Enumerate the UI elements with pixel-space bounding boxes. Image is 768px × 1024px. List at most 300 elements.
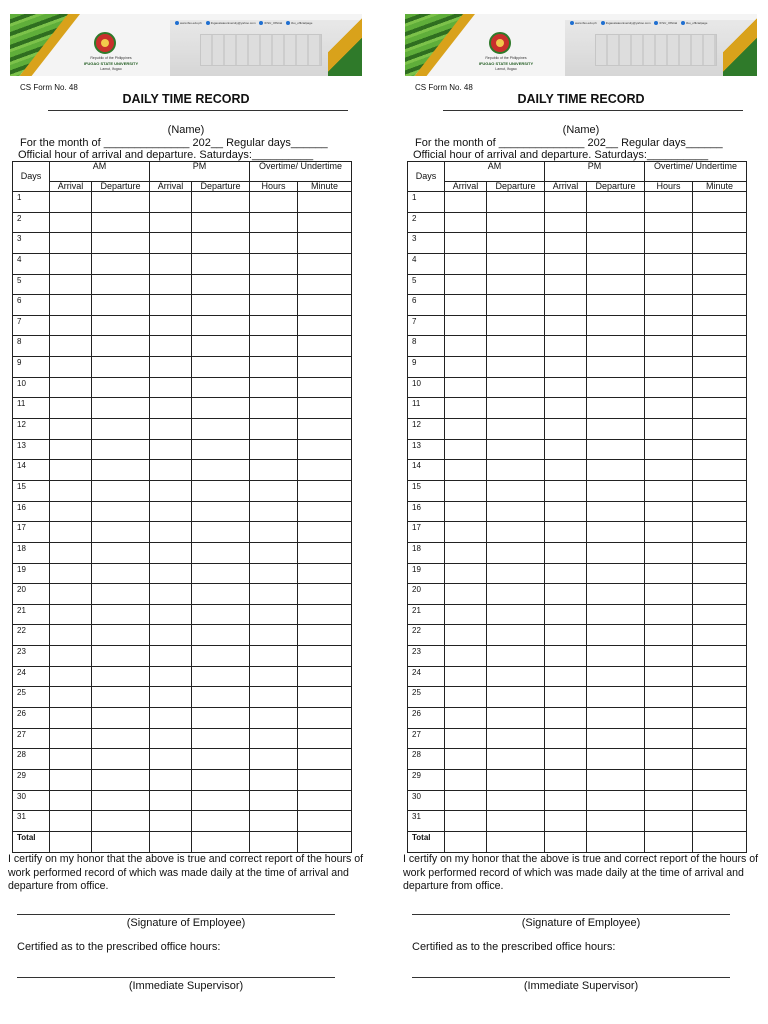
time-entry-cell[interactable] (250, 811, 298, 832)
time-entry-cell[interactable] (445, 604, 487, 625)
time-entry-cell[interactable] (92, 274, 150, 295)
time-entry-cell[interactable] (587, 212, 645, 233)
time-entry-cell[interactable] (150, 790, 192, 811)
time-entry-cell[interactable] (587, 749, 645, 770)
time-entry-cell[interactable] (693, 295, 747, 316)
time-entry-cell[interactable] (250, 377, 298, 398)
time-entry-cell[interactable] (645, 522, 693, 543)
time-entry-cell[interactable] (250, 501, 298, 522)
time-entry-cell[interactable] (92, 728, 150, 749)
time-entry-cell[interactable] (693, 749, 747, 770)
time-entry-cell[interactable] (693, 728, 747, 749)
time-entry-cell[interactable] (445, 233, 487, 254)
time-entry-cell[interactable] (645, 542, 693, 563)
time-entry-cell[interactable] (192, 728, 250, 749)
time-entry-cell[interactable] (587, 295, 645, 316)
time-entry-cell[interactable] (192, 480, 250, 501)
time-entry-cell[interactable] (587, 460, 645, 481)
time-entry-cell[interactable] (150, 398, 192, 419)
time-entry-cell[interactable] (92, 398, 150, 419)
time-entry-cell[interactable] (445, 666, 487, 687)
time-entry-cell[interactable] (192, 790, 250, 811)
time-entry-cell[interactable] (150, 687, 192, 708)
time-entry-cell[interactable] (545, 315, 587, 336)
time-entry-cell[interactable] (487, 295, 545, 316)
time-entry-cell[interactable] (587, 315, 645, 336)
time-entry-cell[interactable] (487, 625, 545, 646)
time-entry-cell[interactable] (445, 625, 487, 646)
time-entry-cell[interactable] (545, 584, 587, 605)
time-entry-cell[interactable] (150, 501, 192, 522)
time-entry-cell[interactable] (693, 357, 747, 378)
time-entry-cell[interactable] (50, 501, 92, 522)
time-entry-cell[interactable] (693, 790, 747, 811)
time-entry-cell[interactable] (298, 687, 352, 708)
time-entry-cell[interactable] (645, 315, 693, 336)
time-entry-cell[interactable] (92, 604, 150, 625)
time-entry-cell[interactable] (693, 708, 747, 729)
time-entry-cell[interactable] (50, 398, 92, 419)
time-entry-cell[interactable] (50, 687, 92, 708)
time-entry-cell[interactable] (50, 357, 92, 378)
time-entry-cell[interactable] (250, 769, 298, 790)
time-entry-cell[interactable] (445, 790, 487, 811)
time-entry-cell[interactable] (487, 708, 545, 729)
time-entry-cell[interactable] (545, 295, 587, 316)
time-entry-cell[interactable] (298, 398, 352, 419)
time-entry-cell[interactable] (250, 439, 298, 460)
time-entry-cell[interactable] (487, 192, 545, 213)
time-entry-cell[interactable] (487, 666, 545, 687)
time-entry-cell[interactable] (545, 192, 587, 213)
time-entry-cell[interactable] (445, 439, 487, 460)
time-entry-cell[interactable] (487, 212, 545, 233)
time-entry-cell[interactable] (445, 831, 487, 852)
time-entry-cell[interactable] (298, 625, 352, 646)
time-entry-cell[interactable] (298, 460, 352, 481)
time-entry-cell[interactable] (487, 831, 545, 852)
time-entry-cell[interactable] (298, 708, 352, 729)
time-entry-cell[interactable] (92, 769, 150, 790)
time-entry-cell[interactable] (298, 439, 352, 460)
time-entry-cell[interactable] (445, 295, 487, 316)
time-entry-cell[interactable] (545, 687, 587, 708)
time-entry-cell[interactable] (587, 377, 645, 398)
time-entry-cell[interactable] (92, 708, 150, 729)
time-entry-cell[interactable] (587, 501, 645, 522)
time-entry-cell[interactable] (50, 542, 92, 563)
time-entry-cell[interactable] (587, 563, 645, 584)
time-entry-cell[interactable] (92, 666, 150, 687)
time-entry-cell[interactable] (50, 666, 92, 687)
time-entry-cell[interactable] (693, 480, 747, 501)
time-entry-cell[interactable] (545, 439, 587, 460)
time-entry-cell[interactable] (250, 253, 298, 274)
time-entry-cell[interactable] (192, 563, 250, 584)
time-entry-cell[interactable] (693, 192, 747, 213)
time-entry-cell[interactable] (645, 419, 693, 440)
time-entry-cell[interactable] (445, 419, 487, 440)
time-entry-cell[interactable] (50, 377, 92, 398)
time-entry-cell[interactable] (545, 419, 587, 440)
time-entry-cell[interactable] (693, 336, 747, 357)
time-entry-cell[interactable] (645, 790, 693, 811)
time-entry-cell[interactable] (92, 811, 150, 832)
time-entry-cell[interactable] (298, 357, 352, 378)
time-entry-cell[interactable] (587, 480, 645, 501)
time-entry-cell[interactable] (298, 604, 352, 625)
time-entry-cell[interactable] (645, 192, 693, 213)
time-entry-cell[interactable] (50, 419, 92, 440)
time-entry-cell[interactable] (250, 419, 298, 440)
time-entry-cell[interactable] (250, 522, 298, 543)
time-entry-cell[interactable] (298, 253, 352, 274)
time-entry-cell[interactable] (587, 666, 645, 687)
time-entry-cell[interactable] (693, 377, 747, 398)
time-entry-cell[interactable] (487, 419, 545, 440)
time-entry-cell[interactable] (298, 274, 352, 295)
time-entry-cell[interactable] (645, 212, 693, 233)
time-entry-cell[interactable] (250, 233, 298, 254)
time-entry-cell[interactable] (587, 336, 645, 357)
time-entry-cell[interactable] (250, 666, 298, 687)
time-entry-cell[interactable] (693, 274, 747, 295)
time-entry-cell[interactable] (693, 460, 747, 481)
time-entry-cell[interactable] (50, 646, 92, 667)
time-entry-cell[interactable] (587, 398, 645, 419)
time-entry-cell[interactable] (298, 666, 352, 687)
time-entry-cell[interactable] (92, 253, 150, 274)
time-entry-cell[interactable] (298, 749, 352, 770)
time-entry-cell[interactable] (50, 212, 92, 233)
time-entry-cell[interactable] (693, 811, 747, 832)
time-entry-cell[interactable] (250, 584, 298, 605)
time-entry-cell[interactable] (92, 501, 150, 522)
time-entry-cell[interactable] (487, 315, 545, 336)
time-entry-cell[interactable] (587, 253, 645, 274)
time-entry-cell[interactable] (545, 831, 587, 852)
time-entry-cell[interactable] (445, 501, 487, 522)
time-entry-cell[interactable] (192, 377, 250, 398)
time-entry-cell[interactable] (150, 522, 192, 543)
time-entry-cell[interactable] (250, 212, 298, 233)
time-entry-cell[interactable] (693, 398, 747, 419)
time-entry-cell[interactable] (487, 480, 545, 501)
time-entry-cell[interactable] (487, 563, 545, 584)
time-entry-cell[interactable] (587, 646, 645, 667)
time-entry-cell[interactable] (150, 646, 192, 667)
time-entry-cell[interactable] (545, 501, 587, 522)
time-entry-cell[interactable] (92, 625, 150, 646)
time-entry-cell[interactable] (645, 687, 693, 708)
time-entry-cell[interactable] (92, 563, 150, 584)
time-entry-cell[interactable] (192, 666, 250, 687)
time-entry-cell[interactable] (693, 439, 747, 460)
time-entry-cell[interactable] (92, 687, 150, 708)
time-entry-cell[interactable] (50, 708, 92, 729)
time-entry-cell[interactable] (487, 811, 545, 832)
time-entry-cell[interactable] (298, 811, 352, 832)
time-entry-cell[interactable] (645, 460, 693, 481)
time-entry-cell[interactable] (445, 542, 487, 563)
time-entry-cell[interactable] (298, 646, 352, 667)
time-entry-cell[interactable] (250, 274, 298, 295)
time-entry-cell[interactable] (645, 501, 693, 522)
time-entry-cell[interactable] (545, 398, 587, 419)
time-entry-cell[interactable] (587, 419, 645, 440)
time-entry-cell[interactable] (445, 480, 487, 501)
time-entry-cell[interactable] (92, 377, 150, 398)
time-entry-cell[interactable] (298, 377, 352, 398)
time-entry-cell[interactable] (645, 274, 693, 295)
time-entry-cell[interactable] (693, 542, 747, 563)
time-entry-cell[interactable] (545, 708, 587, 729)
time-entry-cell[interactable] (92, 419, 150, 440)
time-entry-cell[interactable] (250, 831, 298, 852)
time-entry-cell[interactable] (645, 831, 693, 852)
time-entry-cell[interactable] (250, 295, 298, 316)
time-entry-cell[interactable] (92, 584, 150, 605)
time-entry-cell[interactable] (150, 604, 192, 625)
time-entry-cell[interactable] (192, 749, 250, 770)
time-entry-cell[interactable] (487, 769, 545, 790)
time-entry-cell[interactable] (645, 666, 693, 687)
time-entry-cell[interactable] (192, 708, 250, 729)
time-entry-cell[interactable] (250, 604, 298, 625)
time-entry-cell[interactable] (150, 439, 192, 460)
time-entry-cell[interactable] (693, 233, 747, 254)
time-entry-cell[interactable] (487, 687, 545, 708)
time-entry-cell[interactable] (50, 480, 92, 501)
time-entry-cell[interactable] (487, 604, 545, 625)
time-entry-cell[interactable] (192, 315, 250, 336)
time-entry-cell[interactable] (250, 749, 298, 770)
time-entry-cell[interactable] (645, 625, 693, 646)
time-entry-cell[interactable] (645, 253, 693, 274)
time-entry-cell[interactable] (192, 336, 250, 357)
time-entry-cell[interactable] (298, 336, 352, 357)
time-entry-cell[interactable] (50, 192, 92, 213)
time-entry-cell[interactable] (298, 831, 352, 852)
time-entry-cell[interactable] (545, 336, 587, 357)
time-entry-cell[interactable] (645, 377, 693, 398)
time-entry-cell[interactable] (693, 666, 747, 687)
time-entry-cell[interactable] (150, 584, 192, 605)
time-entry-cell[interactable] (693, 604, 747, 625)
time-entry-cell[interactable] (445, 377, 487, 398)
time-entry-cell[interactable] (587, 687, 645, 708)
time-entry-cell[interactable] (487, 522, 545, 543)
time-entry-cell[interactable] (92, 542, 150, 563)
time-entry-cell[interactable] (50, 811, 92, 832)
time-entry-cell[interactable] (487, 274, 545, 295)
time-entry-cell[interactable] (92, 460, 150, 481)
time-entry-cell[interactable] (645, 439, 693, 460)
time-entry-cell[interactable] (587, 625, 645, 646)
time-entry-cell[interactable] (645, 233, 693, 254)
time-entry-cell[interactable] (545, 357, 587, 378)
time-entry-cell[interactable] (192, 419, 250, 440)
time-entry-cell[interactable] (545, 233, 587, 254)
time-entry-cell[interactable] (587, 522, 645, 543)
time-entry-cell[interactable] (545, 253, 587, 274)
time-entry-cell[interactable] (150, 460, 192, 481)
time-entry-cell[interactable] (445, 336, 487, 357)
time-entry-cell[interactable] (298, 501, 352, 522)
time-entry-cell[interactable] (445, 522, 487, 543)
time-entry-cell[interactable] (150, 708, 192, 729)
time-entry-cell[interactable] (150, 419, 192, 440)
time-entry-cell[interactable] (545, 646, 587, 667)
time-entry-cell[interactable] (487, 233, 545, 254)
time-entry-cell[interactable] (150, 357, 192, 378)
time-entry-cell[interactable] (298, 790, 352, 811)
time-entry-cell[interactable] (250, 646, 298, 667)
time-entry-cell[interactable] (150, 192, 192, 213)
time-entry-cell[interactable] (645, 357, 693, 378)
time-entry-cell[interactable] (192, 687, 250, 708)
time-entry-cell[interactable] (693, 646, 747, 667)
time-entry-cell[interactable] (250, 625, 298, 646)
time-entry-cell[interactable] (645, 563, 693, 584)
time-entry-cell[interactable] (50, 831, 92, 852)
time-entry-cell[interactable] (587, 233, 645, 254)
time-entry-cell[interactable] (250, 336, 298, 357)
time-entry-cell[interactable] (445, 192, 487, 213)
time-entry-cell[interactable] (445, 708, 487, 729)
time-entry-cell[interactable] (445, 357, 487, 378)
time-entry-cell[interactable] (150, 295, 192, 316)
time-entry-cell[interactable] (192, 460, 250, 481)
time-entry-cell[interactable] (150, 480, 192, 501)
time-entry-cell[interactable] (92, 357, 150, 378)
time-entry-cell[interactable] (192, 295, 250, 316)
time-entry-cell[interactable] (545, 749, 587, 770)
time-entry-cell[interactable] (192, 253, 250, 274)
time-entry-cell[interactable] (545, 790, 587, 811)
time-entry-cell[interactable] (192, 811, 250, 832)
time-entry-cell[interactable] (487, 398, 545, 419)
time-entry-cell[interactable] (445, 728, 487, 749)
time-entry-cell[interactable] (693, 831, 747, 852)
time-entry-cell[interactable] (545, 542, 587, 563)
time-entry-cell[interactable] (487, 749, 545, 770)
time-entry-cell[interactable] (445, 212, 487, 233)
time-entry-cell[interactable] (445, 274, 487, 295)
time-entry-cell[interactable] (487, 790, 545, 811)
time-entry-cell[interactable] (445, 253, 487, 274)
time-entry-cell[interactable] (645, 584, 693, 605)
time-entry-cell[interactable] (645, 336, 693, 357)
time-entry-cell[interactable] (50, 625, 92, 646)
time-entry-cell[interactable] (150, 769, 192, 790)
time-entry-cell[interactable] (250, 480, 298, 501)
time-entry-cell[interactable] (92, 522, 150, 543)
time-entry-cell[interactable] (150, 274, 192, 295)
time-entry-cell[interactable] (645, 480, 693, 501)
time-entry-cell[interactable] (587, 584, 645, 605)
time-entry-cell[interactable] (487, 728, 545, 749)
time-entry-cell[interactable] (50, 522, 92, 543)
time-entry-cell[interactable] (693, 563, 747, 584)
time-entry-cell[interactable] (92, 480, 150, 501)
time-entry-cell[interactable] (693, 769, 747, 790)
time-entry-cell[interactable] (445, 460, 487, 481)
time-entry-cell[interactable] (645, 728, 693, 749)
time-entry-cell[interactable] (587, 811, 645, 832)
time-entry-cell[interactable] (50, 563, 92, 584)
time-entry-cell[interactable] (192, 831, 250, 852)
time-entry-cell[interactable] (192, 769, 250, 790)
time-entry-cell[interactable] (545, 460, 587, 481)
time-entry-cell[interactable] (50, 584, 92, 605)
time-entry-cell[interactable] (487, 542, 545, 563)
time-entry-cell[interactable] (445, 769, 487, 790)
time-entry-cell[interactable] (545, 728, 587, 749)
time-entry-cell[interactable] (150, 336, 192, 357)
time-entry-cell[interactable] (50, 769, 92, 790)
time-entry-cell[interactable] (645, 604, 693, 625)
time-entry-cell[interactable] (298, 233, 352, 254)
time-entry-cell[interactable] (645, 811, 693, 832)
time-entry-cell[interactable] (192, 542, 250, 563)
time-entry-cell[interactable] (545, 480, 587, 501)
time-entry-cell[interactable] (298, 563, 352, 584)
time-entry-cell[interactable] (50, 728, 92, 749)
time-entry-cell[interactable] (250, 357, 298, 378)
time-entry-cell[interactable] (445, 315, 487, 336)
time-entry-cell[interactable] (445, 563, 487, 584)
time-entry-cell[interactable] (645, 398, 693, 419)
time-entry-cell[interactable] (298, 584, 352, 605)
time-entry-cell[interactable] (487, 377, 545, 398)
time-entry-cell[interactable] (645, 708, 693, 729)
time-entry-cell[interactable] (192, 522, 250, 543)
time-entry-cell[interactable] (92, 212, 150, 233)
time-entry-cell[interactable] (192, 501, 250, 522)
time-entry-cell[interactable] (693, 212, 747, 233)
time-entry-cell[interactable] (92, 749, 150, 770)
time-entry-cell[interactable] (250, 687, 298, 708)
time-entry-cell[interactable] (487, 439, 545, 460)
time-entry-cell[interactable] (92, 192, 150, 213)
time-entry-cell[interactable] (50, 274, 92, 295)
time-entry-cell[interactable] (192, 274, 250, 295)
time-entry-cell[interactable] (150, 728, 192, 749)
time-entry-cell[interactable] (487, 501, 545, 522)
time-entry-cell[interactable] (693, 419, 747, 440)
time-entry-cell[interactable] (250, 708, 298, 729)
time-entry-cell[interactable] (50, 253, 92, 274)
time-entry-cell[interactable] (192, 233, 250, 254)
time-entry-cell[interactable] (645, 749, 693, 770)
time-entry-cell[interactable] (50, 460, 92, 481)
time-entry-cell[interactable] (150, 212, 192, 233)
time-entry-cell[interactable] (298, 295, 352, 316)
time-entry-cell[interactable] (150, 377, 192, 398)
time-entry-cell[interactable] (250, 542, 298, 563)
time-entry-cell[interactable] (150, 811, 192, 832)
time-entry-cell[interactable] (250, 192, 298, 213)
time-entry-cell[interactable] (587, 708, 645, 729)
time-entry-cell[interactable] (487, 646, 545, 667)
time-entry-cell[interactable] (92, 233, 150, 254)
time-entry-cell[interactable] (487, 253, 545, 274)
time-entry-cell[interactable] (50, 749, 92, 770)
time-entry-cell[interactable] (150, 563, 192, 584)
time-entry-cell[interactable] (192, 212, 250, 233)
time-entry-cell[interactable] (545, 212, 587, 233)
